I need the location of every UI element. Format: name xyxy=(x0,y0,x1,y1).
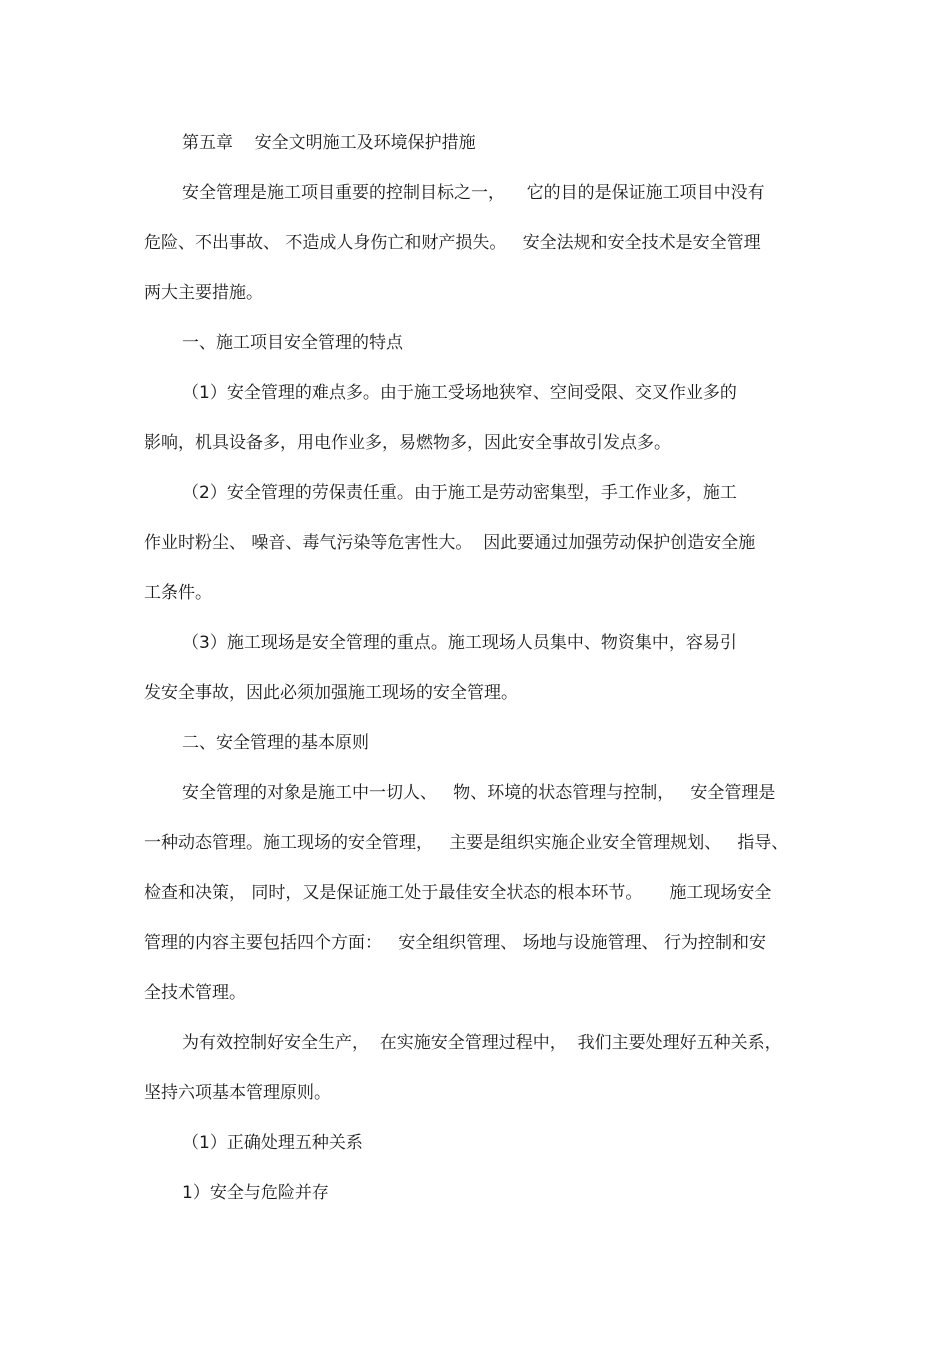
paragraph-line: （3）施工现场是安全管理的重点。施工现场人员集中、物资集中，容易引 xyxy=(182,633,737,653)
paragraph-line: 安全管理是施工项目重要的控制目标之一， 它的目的是保证施工项目中没有 xyxy=(182,183,765,203)
section-heading: 二、安全管理的基本原则 xyxy=(182,733,369,753)
paragraph-line: 两大主要措施。 xyxy=(144,283,263,303)
paragraph-line: 发安全事故，因此必须加强施工现场的安全管理。 xyxy=(144,683,518,703)
paragraph-line: 管理的内容主要包括四个方面： 安全组织管理、 场地与设施管理、 行为控制和安 xyxy=(144,933,767,953)
paragraph-line: （1）安全管理的难点多。由于施工受场地狭窄、空间受限、交叉作业多的 xyxy=(182,383,737,403)
paragraph-line: 为有效控制好安全生产， 在实施安全管理过程中， 我们主要处理好五种关系， xyxy=(182,1033,782,1053)
paragraph-line: 检查和决策， 同时，又是保证施工处于最佳安全状态的根本环节。 施工现场安全 xyxy=(144,883,772,903)
subsection-heading: （1）正确处理五种关系 xyxy=(182,1133,363,1153)
paragraph-line: 作业时粉尘、 噪音、毒气污染等危害性大。 因此要通过加强劳动保护创造安全施 xyxy=(144,533,756,553)
chapter-title: 第五章 安全文明施工及环境保护措施 xyxy=(182,133,476,153)
section-heading: 一、施工项目安全管理的特点 xyxy=(182,333,403,353)
paragraph-line: 工条件。 xyxy=(144,583,212,603)
paragraph-line: 坚持六项基本管理原则。 xyxy=(144,1083,331,1103)
list-item: 1）安全与危险并存 xyxy=(182,1183,329,1203)
paragraph-line: 全技术管理。 xyxy=(144,983,246,1003)
paragraph-line: 安全管理的对象是施工中一切人、 物、环境的状态管理与控制， 安全管理是 xyxy=(182,783,776,803)
paragraph-line: 影响，机具设备多，用电作业多，易燃物多，因此安全事故引发点多。 xyxy=(144,433,671,453)
paragraph-line: 危险、不出事故、 不造成人身伤亡和财产损失。 安全法规和安全技术是安全管理 xyxy=(144,233,761,253)
paragraph-line: 一种动态管理。施工现场的安全管理， 主要是组织实施企业安全管理规划、 指导、 xyxy=(144,833,789,853)
paragraph-line: （2）安全管理的劳保责任重。由于施工是劳动密集型，手工作业多，施工 xyxy=(182,483,737,503)
